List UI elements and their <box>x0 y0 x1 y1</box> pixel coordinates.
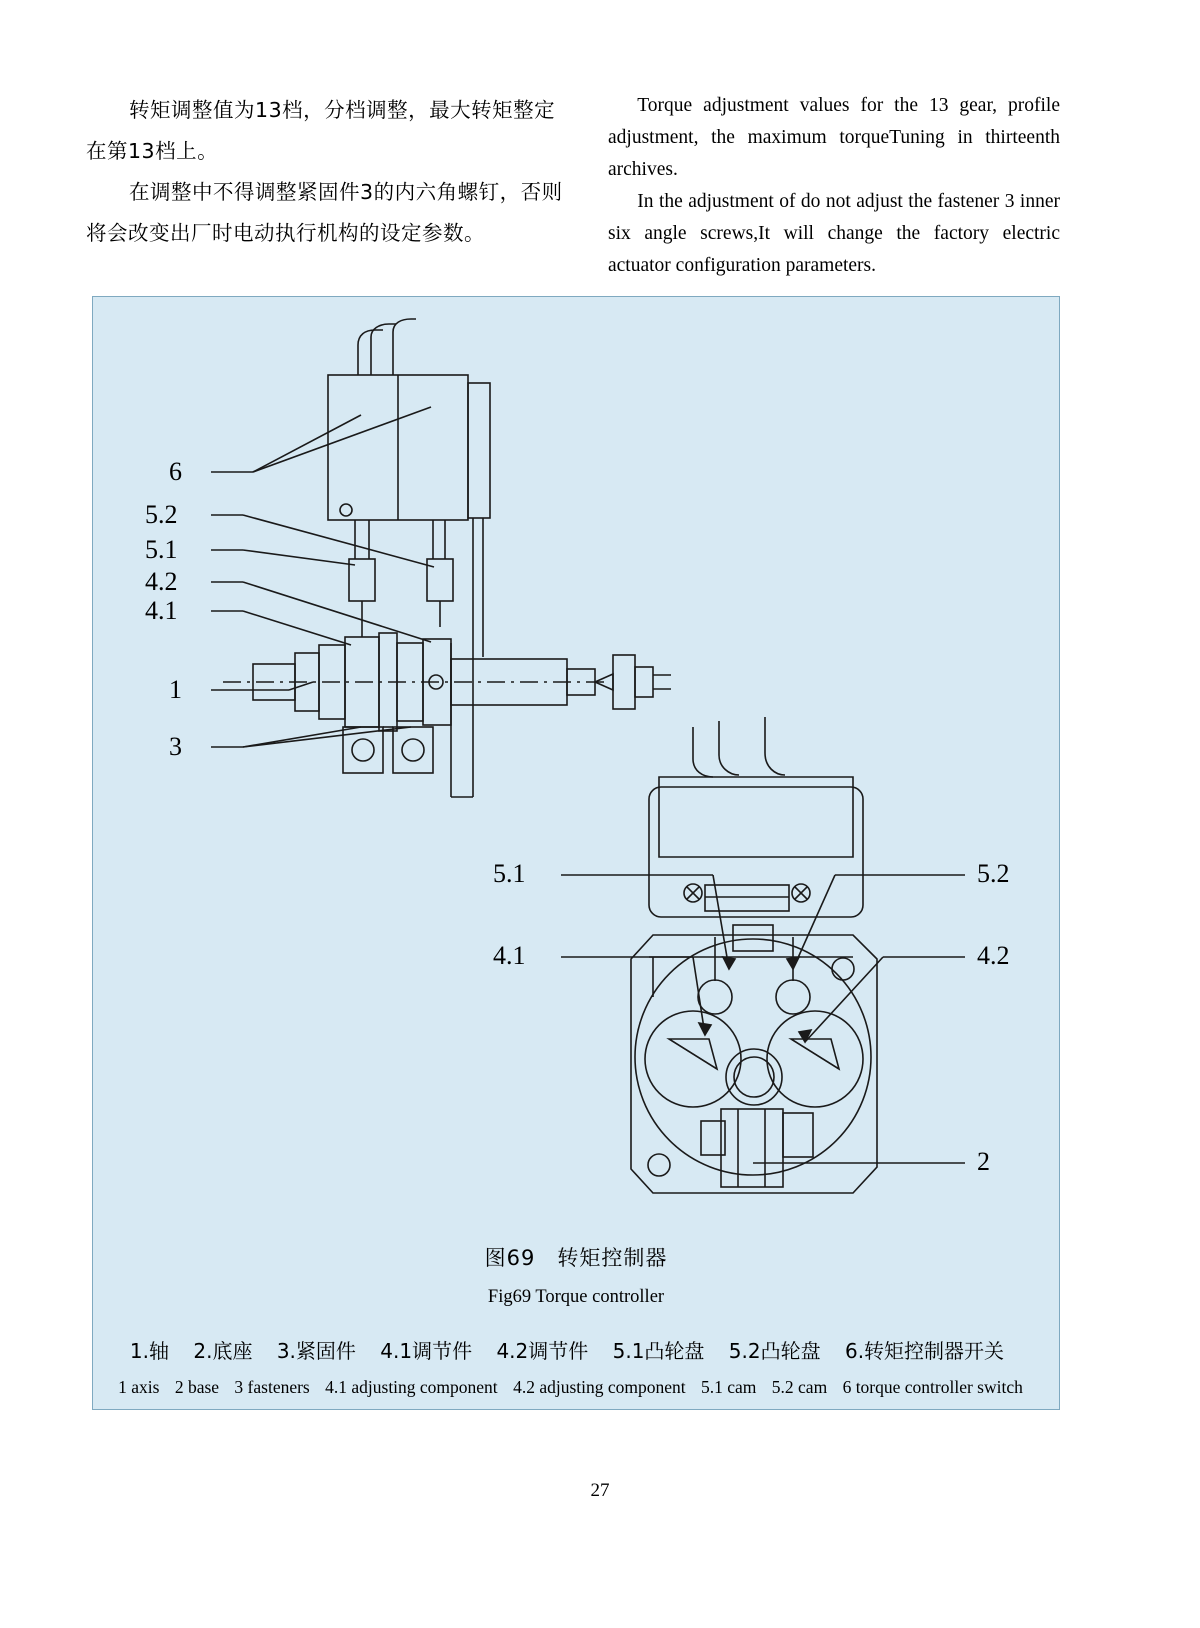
page-number: 27 <box>590 1480 610 1501</box>
legend-english <box>99 1377 1053 1398</box>
figure-caption-english: Fig69 Torque controller <box>487 1287 665 1307</box>
callout-6: 6 <box>169 457 182 486</box>
callout-5-2: 5.2 <box>145 500 178 529</box>
legend-cn-item: 1.轴 <box>129 1339 170 1363</box>
callout-1: 1 <box>169 675 182 704</box>
callout-3: 3 <box>169 732 182 761</box>
legend-en-item: 1 axis <box>118 1377 160 1397</box>
english-paragraph-2: In the adjustment of do not adjust the fastener 3 inner six angle screws,It will change the factory electric actuator configuration parameters. <box>608 191 1060 276</box>
legend-cn-item: 6.转矩控制器开关 <box>844 1339 1005 1363</box>
legend-cn-item: 4.2调节件 <box>496 1339 589 1363</box>
figure-caption-chinese: 图69 转矩控制器 <box>484 1246 668 1270</box>
callout-bottom-2: 2 <box>977 1147 990 1176</box>
legend-chinese <box>99 1335 1053 1364</box>
legend-en-item: 4.2 adjusting component <box>513 1377 686 1397</box>
legend-en-item: 3 fasteners <box>234 1377 310 1397</box>
legend-en-item: 5.1 cam <box>701 1377 757 1397</box>
legend-cn-item: 3.紧固件 <box>276 1339 356 1363</box>
callout-5-1: 5.1 <box>145 535 178 564</box>
callout-bottom-4-1: 4.1 <box>493 941 526 970</box>
legend-en-item: 5.2 cam <box>771 1377 828 1397</box>
legend-en-item: 4.1 adjusting component <box>325 1377 498 1397</box>
legend-cn-item: 5.1凸轮盘 <box>612 1339 705 1363</box>
legend-en-item: 2 base <box>174 1377 220 1397</box>
callout-bottom-5-2: 5.2 <box>977 859 1010 888</box>
figure-panel <box>92 296 1060 1410</box>
english-paragraph-1: Torque adjustment values for the 13 gear, profile adjustment, the maximum torqueTuning in thirteenth archives. <box>608 95 1060 180</box>
chinese-text-column <box>86 90 576 254</box>
callout-bottom-4-2: 4.2 <box>977 941 1010 970</box>
callout-bottom-5-1: 5.1 <box>493 859 526 888</box>
english-text-column <box>608 90 1060 282</box>
chinese-paragraph-1: 转矩调整值为13档，分档调整，最大转矩整定在第13档上。 <box>86 98 556 163</box>
legend-cn-item: 4.1调节件 <box>380 1339 473 1363</box>
legend-cn-item: 5.2凸轮盘 <box>728 1339 821 1363</box>
callout-4-2: 4.2 <box>145 567 178 596</box>
legend-en-item: 6 torque controller switch <box>842 1377 1023 1397</box>
callout-4-1: 4.1 <box>145 596 178 625</box>
chinese-paragraph-2: 在调整中不得调整紧固件3的内六角螺钉，否则将会改变出厂时电动执行机构的设定参数。 <box>86 180 563 245</box>
legend-cn-item: 2.底座 <box>193 1339 253 1363</box>
